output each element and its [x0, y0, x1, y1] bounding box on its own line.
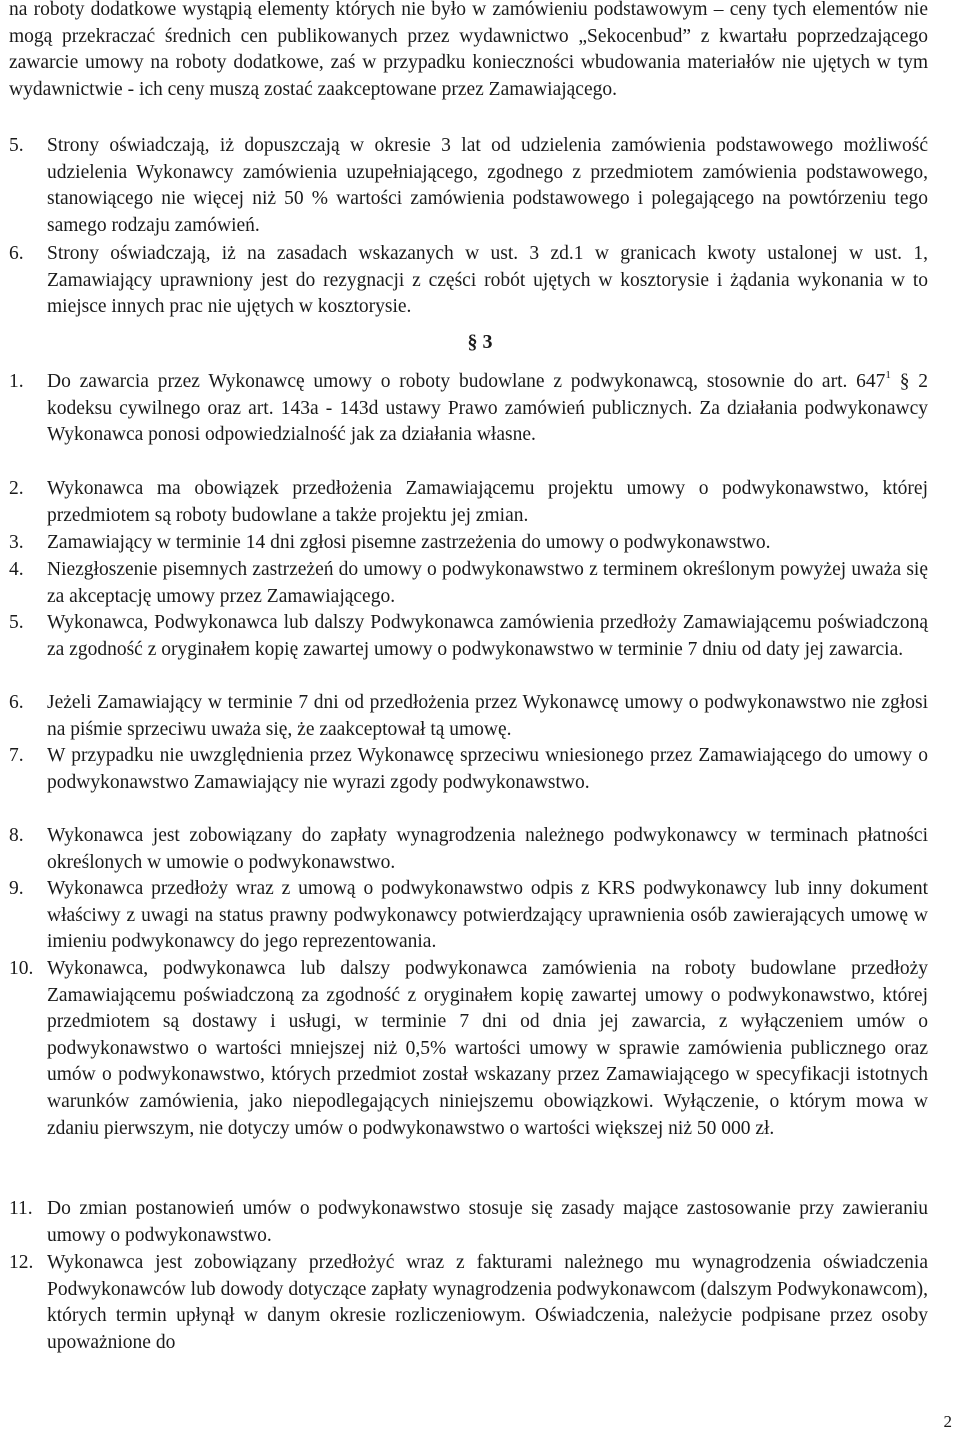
item-number: 5.: [9, 612, 24, 633]
list-item: [9, 956, 928, 1142]
item-text: Wykonawca, Podwykonawca lub dalszy Podwykonawca zamówienia przedłoży Zamawiającemu poświadczoną za zgodność z oryginałem kopię zawartej umowy o podwykonawstwo w terminie 7 dniu od daty jej zawarcia.: [47, 612, 928, 660]
item-text: Zamawiający w terminie 14 dni zgłosi pisemne zastrzeżenia do umowy o podwykonawstwo.: [47, 532, 771, 553]
item-text: Strony oświadczają, iż na zasadach wskazanych w ust. 3 zd.1 w granicach kwoty ustalonej w ust. 1, Zamawiający uprawniony jest do rezygnacji z części robót ujętych w kosztorysie i żądania wykonania w to miejsce innych prac nie ujętych w kosztorysie.: [47, 243, 928, 318]
paragraph-text: na roboty dodatkowe wystąpią elementy których nie było w zamówieniu podstawowym – ceny tych elementów nie mogą przekraczać średnich cen publikowanych przez wydawnictwo „Sekocenbud” z kwartału poprzedzającego zawarcie umowy na roboty dodatkowe, zaś w przypadku konieczności wbudowania materiałów nie ujętych w tym wydawnictwie - ich ceny muszą zostać zaakceptowane przez Zamawiającego.: [9, 0, 928, 100]
item-text: Strony oświadczają, iż dopuszczają w okresie 3 lat od udzielenia zamówienia podstawowego możliwość udzielenia Wykonawcy zamówienia uzupełniającego, zgodnego z przedmiotem zamówienia podstawowego, stanowiącego nie więcej niż 50 % wartości zamówienia podstawowego i polegającego na powtórzeniu tego samego rodzaju zamówień.: [47, 135, 928, 236]
list-item: [9, 476, 928, 529]
list-item: [9, 1250, 928, 1356]
section-heading: [0, 329, 960, 356]
continuation-paragraph: [9, 0, 928, 103]
item-number: 6.: [9, 243, 24, 264]
list-item: [9, 530, 928, 557]
superscript: 1: [885, 368, 891, 381]
item-text: Wykonawca jest zobowiązany do zapłaty wynagrodzenia należnego podwykonawcy w terminach płatności określonych w umowie o podwykonawstwo.: [47, 825, 928, 873]
list-item: [9, 557, 928, 610]
item-text: Wykonawca ma obowiązek przedłożenia Zamawiającemu projektu umowy o podwykonawstwo, której przedmiotem są roboty budowlane a także projektu jej zmian.: [47, 478, 928, 526]
item-number: 6.: [9, 692, 24, 713]
item-text: Wykonawca jest zobowiązany przedłożyć wraz z fakturami należnego mu wynagrodzenia oświadczenia Podwykonawców lub dowody dotyczące zapłaty wynagrodzenia podwykonawcom (dalszym Podwykonawcom), których termin upłynął w danym okresie rozliczeniowym. Oświadczenia, należycie podpisane przez osoby upoważnione do: [47, 1252, 928, 1353]
page-number: 2: [943, 1412, 952, 1431]
item-text: W przypadku nie uwzględnienia przez Wykonawcę sprzeciwu wniesionego przez Zamawiającego do umowy o podwykonawstwo Zamawiający nie wyrazi zgody podwykonawstwo.: [47, 745, 928, 793]
item-number: 10.: [9, 958, 34, 979]
item-text: Wykonawca, podwykonawca lub dalszy podwykonawca zamówienia na roboty budowlane przedłoży Zamawiającemu poświadczoną za zgodność z oryginałem kopię zawartej umowy o podwykonawstwo, której przedmiotem są dostawy i usługi, w terminie 7 dni od dnia jej zawarcia, z wyłączeniem umów o podwykonawstwo o wartości mniejszej niż 0,5% wartości umowy w sprawie zamówienia publicznego oraz umów o podwykonawstwo, których przedmiot został wskazany przez Zamawiającego w specyfikacji istotnych warunków zamówienia, jako niepodlegających niniejszemu obowiązkowi. Wyłączenie, o którym mowa w zdaniu pierwszym, nie dotyczy umów o podwykonawstwo o wartości większej niż 50 000 zł.: [47, 958, 928, 1139]
item-number: 1.: [9, 371, 24, 392]
list-item: [9, 133, 928, 239]
item-number: 2.: [9, 478, 24, 499]
list-item: [9, 241, 928, 321]
section-symbol: §: [467, 331, 478, 353]
item-text: Jeżeli Zamawiający w terminie 7 dni od przedłożenia przez Wykonawcę umowy o podwykonawstwo nie zgłosi na piśmie sprzeciwu uważa się, że zaakceptował tą umowę.: [47, 692, 928, 740]
list-item: [9, 876, 928, 956]
list-item: [9, 690, 928, 743]
item-text: Niezgłoszenie pisemnych zastrzeżeń do umowy o podwykonawstwo z terminem określonym powyżej uważa się za akceptację umowy przez Zamawiającego.: [47, 559, 928, 607]
item-text: Wykonawca przedłoży wraz z umową o podwykonawstwo odpis z KRS podwykonawcy lub inny dokument właściwy z uwagi na status prawny podwykonawcy potwierdzający uprawnienia osób zawierających umowę w imieniu podwykonawcy do jego reprezentowania.: [47, 878, 928, 953]
list-item: [9, 369, 928, 449]
list-item: [9, 823, 928, 876]
section-number: 3: [482, 331, 493, 353]
item-text: Do zawarcia przez Wykonawcę umowy o roboty budowlane z podwykonawcą, stosownie do art. $647^1$ § 2 kodeksu cywilnego oraz art. 143a - 143d ustawy Prawo zamówień publicznych. Za działania podwykonawcy Wykonawca ponosi odpowiedzialność jak za działania własne.: [47, 368, 929, 446]
item-number: 3.: [9, 532, 24, 553]
item-number: 12.: [9, 1252, 34, 1273]
list-item: [9, 1196, 928, 1249]
list-item: [9, 743, 928, 796]
item-text: Do zmian postanowień umów o podwykonawstwo stosuje się zasady mające zastosowanie przy zawieraniu umowy o podwykonawstwo.: [47, 1198, 928, 1246]
item-number: 9.: [9, 878, 24, 899]
item-number: 8.: [9, 825, 24, 846]
item-number: 4.: [9, 559, 24, 580]
item-number: 7.: [9, 745, 24, 766]
item-number: 5.: [9, 135, 24, 156]
list-item: [9, 610, 928, 663]
item-number: 11.: [9, 1198, 33, 1219]
